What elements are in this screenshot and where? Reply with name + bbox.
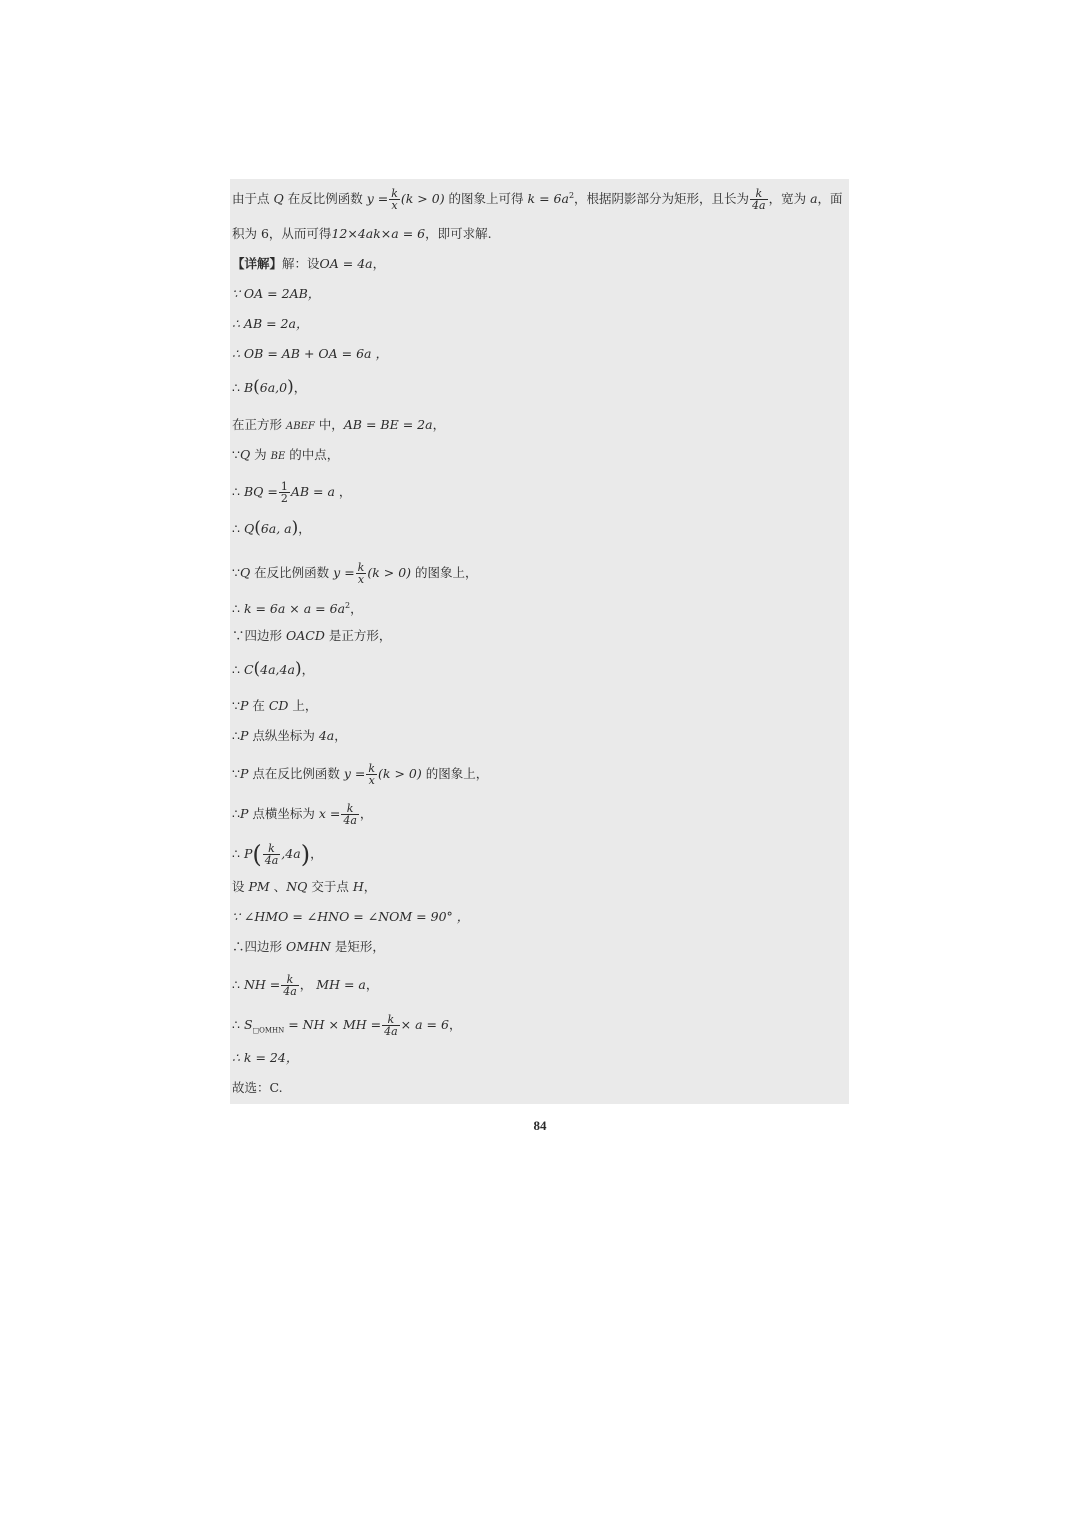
line-2 — [232, 226, 492, 242]
text: 6a, a — [260, 521, 292, 536]
numerator: k — [263, 843, 281, 855]
text: ∴ — [232, 521, 244, 536]
text: 的图象上， — [411, 565, 478, 580]
line-25 — [232, 1014, 461, 1039]
text: BQ = — [243, 484, 278, 499]
text: 点纵坐标为 — [248, 728, 319, 743]
text: ∴ — [232, 806, 240, 821]
text: ，宽为 — [768, 191, 811, 207]
line-13 — [232, 598, 363, 617]
text: 积为 6，从而可得 — [232, 226, 332, 241]
text: P — [243, 846, 253, 861]
text: P — [239, 806, 249, 821]
line-5: ∴ AB = 2a， — [232, 316, 309, 331]
line-18 — [232, 763, 488, 786]
line-23 — [232, 939, 385, 955]
fraction — [341, 803, 359, 826]
line-24 — [232, 974, 378, 997]
fraction — [281, 974, 299, 997]
text: ， — [359, 806, 373, 821]
text: ， — [350, 601, 363, 617]
text: (k > 0) — [378, 766, 422, 781]
line-15: ∴ C(4a,4a)， — [232, 659, 315, 679]
line-19 — [232, 803, 372, 826]
text: P — [239, 728, 249, 743]
text: ∴ — [232, 484, 244, 499]
text: 上， — [288, 698, 318, 713]
text: ∵ — [232, 565, 240, 580]
text: ， — [334, 728, 347, 743]
text: 是正方形， — [324, 628, 392, 643]
text: Q — [239, 447, 251, 462]
text: 的图象上可得 — [444, 191, 528, 207]
text: ∵ — [232, 447, 240, 462]
fraction — [279, 481, 290, 504]
line-12 — [232, 562, 478, 585]
text: ， — [310, 846, 323, 861]
superscript: 2 — [345, 601, 351, 610]
line-1 — [232, 188, 843, 211]
text: 中， — [314, 417, 344, 432]
text: 6a,0 — [259, 380, 288, 395]
text: 设 — [232, 879, 249, 894]
fraction — [356, 562, 367, 585]
denominator: 4a — [264, 854, 279, 867]
text: ， — [293, 380, 307, 395]
denominator: x — [391, 199, 398, 213]
text: 的中点， — [285, 447, 340, 462]
denominator: x — [368, 774, 375, 787]
text: ∵四边形 — [232, 628, 286, 643]
line-10 — [232, 481, 351, 504]
text: ∴ — [232, 662, 244, 677]
fraction — [366, 763, 377, 786]
denominator: 4a — [384, 1025, 398, 1038]
text: k = 6a — [527, 191, 569, 207]
text: 在 — [248, 698, 269, 713]
text: P — [239, 698, 249, 713]
denominator: 2 — [280, 492, 288, 505]
numerator: k — [391, 187, 398, 201]
text: ∴ — [232, 977, 244, 992]
text: a — [810, 191, 818, 207]
text: ， — [298, 521, 311, 536]
text: ABEF — [285, 421, 315, 432]
text: ， — [334, 484, 352, 499]
line-17 — [232, 728, 347, 744]
line-9 — [232, 447, 339, 465]
denominator: 4a — [752, 199, 766, 213]
fraction — [750, 188, 768, 211]
text: 在反比例函数 — [283, 191, 367, 207]
text: B — [243, 380, 254, 395]
page-number: 84 — [533, 1118, 547, 1133]
line-11: ∴ Q(6a, a)， — [232, 518, 311, 538]
text: y = — [366, 191, 389, 207]
subscript: □OMHN — [252, 1026, 285, 1035]
denominator: 4a — [343, 814, 357, 827]
text: Q — [273, 191, 284, 207]
text: k = 6a × a = 6a — [243, 601, 346, 617]
text: ，即可求解. — [425, 226, 492, 241]
text: (k > 0) — [400, 191, 445, 207]
numerator: k — [382, 1014, 400, 1026]
text: ，根据阴影部分为矩形，且长为 — [574, 191, 750, 207]
text: 4a — [318, 728, 335, 743]
text: × a = 6 — [400, 1017, 449, 1032]
text: OACD — [285, 628, 325, 643]
label-detail: 【详解】 — [232, 256, 283, 271]
text: 点横坐标为 — [248, 806, 319, 821]
text: ， — [299, 977, 317, 992]
text: 4a,4a — [260, 662, 295, 677]
line-4: ∵ OA = 2AB， — [232, 286, 321, 301]
text: ，面 — [817, 191, 843, 207]
text: MH = a — [316, 977, 366, 992]
text: ∴ — [232, 601, 244, 617]
text: S — [243, 1017, 253, 1032]
text: (k > 0) — [367, 565, 412, 580]
text: 是矩形， — [330, 939, 385, 954]
line-3 — [232, 256, 385, 272]
text: ,4a — [281, 846, 301, 861]
line-22: ∵ ∠HMO = ∠HNO = ∠NOM = 90° ， — [232, 909, 470, 924]
text: = NH × MH = — [284, 1017, 382, 1032]
text: BE — [270, 451, 286, 462]
text: ， — [448, 1017, 462, 1032]
line-6: ∴ OB = AB + OA = 6a ， — [232, 346, 388, 361]
numerator: 1 — [280, 480, 288, 493]
text: ∴ — [232, 380, 244, 395]
line-8 — [232, 417, 445, 435]
line-27: 故选：C. — [232, 1080, 283, 1095]
numerator: k — [357, 561, 365, 574]
text: ， — [363, 879, 377, 894]
text: OMHN — [285, 939, 331, 954]
text: ， — [432, 417, 446, 432]
text: ∴ — [232, 1017, 244, 1032]
text: 交于点 — [307, 879, 353, 894]
denominator: x — [357, 573, 365, 586]
line-26: ∴ k = 24， — [232, 1050, 299, 1065]
line-7: ∴ B(6a,0)， — [232, 377, 307, 397]
line-16 — [232, 698, 317, 714]
text: y = — [333, 565, 355, 580]
numerator: k — [368, 762, 376, 775]
numerator: k — [281, 974, 299, 986]
text: ， — [372, 256, 386, 271]
text: NH = — [243, 977, 281, 992]
text: ∵ — [232, 766, 240, 781]
text: x = — [318, 806, 341, 821]
text: P — [239, 766, 249, 781]
text: ∴ — [232, 846, 244, 861]
text: AB = a — [290, 484, 335, 499]
text: ∴四边形 — [232, 939, 286, 954]
text: 解：设 — [282, 256, 320, 271]
text: Q — [239, 565, 251, 580]
numerator: k — [341, 803, 359, 815]
text: y = — [343, 766, 366, 781]
line-21 — [232, 879, 376, 895]
text: ， — [301, 662, 315, 677]
text: 点在反比例函数 — [248, 766, 344, 781]
text: C — [243, 662, 254, 677]
text: PM — [248, 879, 270, 894]
numerator: k — [750, 188, 768, 200]
text: 的图象上， — [421, 766, 489, 781]
text: ， — [365, 977, 379, 992]
text: ∴ — [232, 728, 240, 743]
text: 为 — [250, 447, 271, 462]
text: OA = 4a — [319, 256, 373, 271]
text: 在反比例函数 — [250, 565, 334, 580]
text: ∵ — [232, 698, 240, 713]
text: Q — [243, 521, 255, 536]
line-20: ∴ P( $\frac{k}{4a}$ ,4a)， — [232, 840, 323, 869]
text: 由于点 — [232, 191, 274, 207]
text: NQ — [286, 879, 308, 894]
text: AB = BE = 2a — [343, 417, 433, 432]
text: H — [352, 879, 364, 894]
text: 在正方形 — [232, 417, 286, 432]
text: CD — [268, 698, 289, 713]
fraction — [389, 188, 400, 211]
line-14 — [232, 628, 391, 644]
text: 12×4ak×a = 6 — [331, 226, 426, 241]
fraction — [382, 1014, 400, 1037]
fraction — [263, 843, 281, 866]
superscript: 2 — [568, 191, 575, 200]
denominator: 4a — [283, 985, 297, 998]
text: 、 — [269, 879, 287, 894]
